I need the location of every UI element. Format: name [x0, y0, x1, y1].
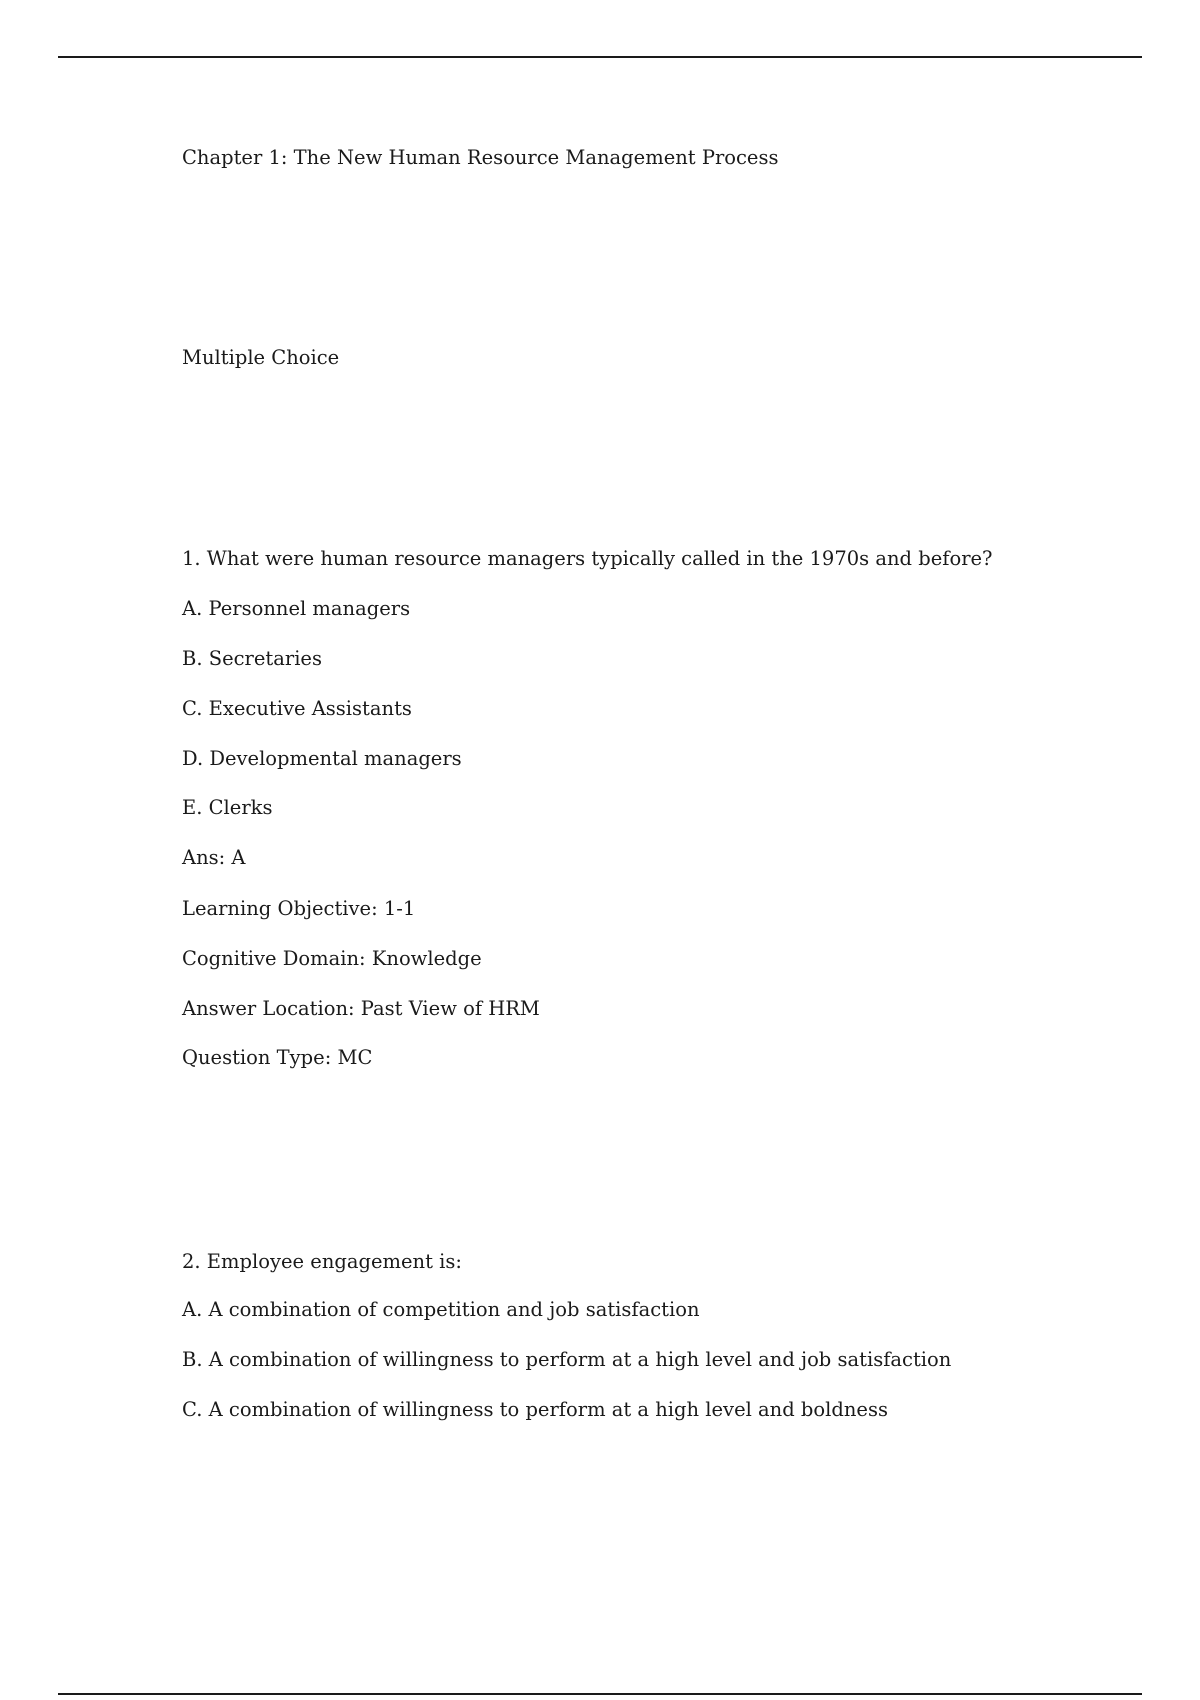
- question-1-learning-objective: Learning Objective: 1-1: [182, 897, 416, 920]
- question-2-option-c: C. A combination of willingness to perform at a high level and boldness: [182, 1398, 888, 1421]
- question-1-question-type: Question Type: MC: [182, 1046, 373, 1069]
- top-page-rule: [58, 56, 1142, 58]
- question-1-cognitive-domain: Cognitive Domain: Knowledge: [182, 947, 482, 970]
- question-1-answer-location: Answer Location: Past View of HRM: [182, 997, 540, 1020]
- bottom-page-rule: [58, 1693, 1142, 1695]
- chapter-title: Chapter 1: The New Human Resource Management Process: [182, 146, 779, 169]
- question-2-option-b: B. A combination of willingness to perform at a high level and job satisfaction: [182, 1348, 952, 1371]
- question-1-option-a: A. Personnel managers: [182, 597, 411, 620]
- question-1-option-c: C. Executive Assistants: [182, 697, 412, 720]
- question-2-option-a: A. A combination of competition and job satisfaction: [182, 1298, 700, 1321]
- question-1-option-e: E. Clerks: [182, 796, 273, 819]
- question-2-prompt: 2. Employee engagement is:: [182, 1250, 462, 1273]
- question-1-option-b: B. Secretaries: [182, 647, 322, 670]
- section-title: Multiple Choice: [182, 346, 340, 369]
- question-1-answer: Ans: A: [182, 846, 246, 869]
- question-1-prompt: 1. What were human resource managers typically called in the 1970s and before?: [182, 547, 993, 570]
- question-1-option-d: D. Developmental managers: [182, 747, 462, 770]
